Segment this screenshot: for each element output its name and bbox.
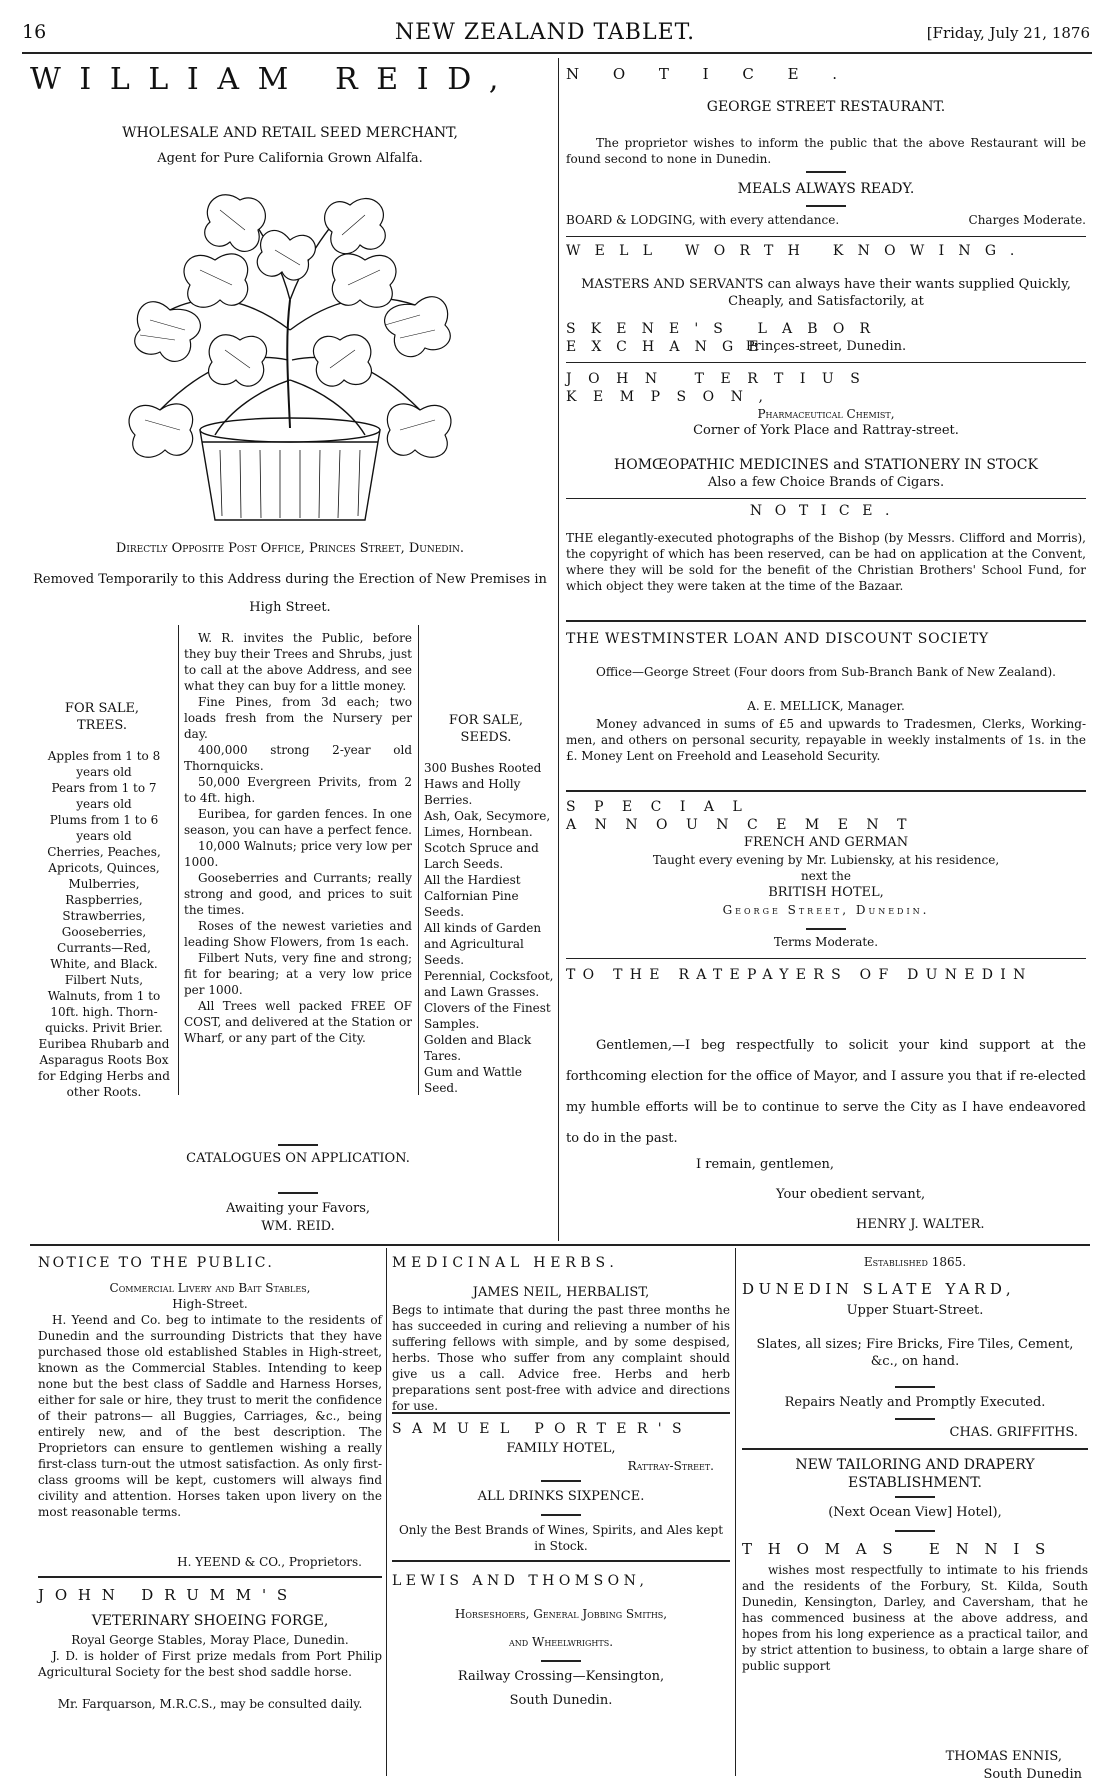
reid-headline: WILLIAM REID, [30, 62, 517, 97]
reid-signature: WM. REID. [261, 1219, 335, 1234]
reid-item-roses: Roses of the newest varieties and leading Show Flowers, from 1s each. [184, 919, 412, 949]
lewis-headline: LEWIS AND THOMSON, [392, 1573, 649, 1589]
porter-address: Rattray-Street. [627, 1459, 714, 1473]
slate-body: Slates, all sizes; Fire Bricks, Fire Tiles, Cement, &c., on hand. [756, 1337, 1074, 1369]
yeend-address: High-Street. [172, 1297, 248, 1311]
restaurant-rule-2 [806, 205, 846, 207]
neil-title: JAMES NEIL, HERBALIST, [472, 1285, 650, 1300]
special-headline: SPECIAL ANNOUNCEMENT [566, 799, 925, 833]
slate-address: Upper Stuart-Street. [846, 1303, 984, 1318]
reid-item-walnuts: 10,000 Walnuts; price very low per 1000. [184, 839, 412, 869]
restaurant-board: BOARD & LODGING, with every attendance. [566, 213, 840, 227]
skene-body: MASTERS AND SERVANTS can always have their wants supplied Quickly, Cheaply, and Satisfactorily, at [581, 277, 1071, 309]
yeend-body: H. Yeend and Co. beg to intimate to the residents of Dunedin and the surrounding Districts that they have purchased those old established Stables in High-street, known as the Commercial Stables. Intending to keep none but the best class of Saddle and Harness Horses, either for sale or hire, they trust to merit the confidence of their patrons— all Buggies, Carriages, &c., being entirely new, and of the best description. The Proprietors can ensure to gentlemen wishing a really first-class turn-out the utmost satisfaction. As only first-class grooms will be kept, customers will always find civility and attention. Horses taken upon livery on the most reasonable terms. [38, 1313, 382, 1519]
rule-ratepayers [566, 958, 1086, 959]
tailoring-sub: (Next Ocean View] Hotel), [828, 1505, 1002, 1520]
porter-rule-2 [541, 1514, 581, 1516]
restaurant-rule [806, 171, 846, 173]
ratepayers-body: Gentlemen,—I beg respectfully to solicit your kind support at the forthcoming election for the office of Mayor, and I assure you that if re-elected my humble efforts will be to continue to serve the City as I have endeavored to do in the past. [566, 1038, 1086, 1146]
reid-middle [184, 630, 412, 1046]
rule-kempson [566, 362, 1086, 363]
masthead-date: [Friday, July 21, 1876 [926, 24, 1090, 42]
restaurant-headline: NOTICE. [566, 65, 871, 83]
drumm-address: Royal George Stables, Moray Place, Dunedin. [71, 1633, 349, 1647]
kempson-address: Corner of York Place and Rattray-street. [693, 423, 959, 438]
reid-trees-list: Apples from 1 to 8 years old Pears from 1 to 7 years old Plums from 1 to 6 years old Cherries, Peaches, Apricots, Quinces, Mulberries, Raspberries, Strawberries, Gooseberries, Currants—Red, White, and Black. Filbert Nuts, Walnuts, from 1 to 10ft. high. Thorn-quicks. Privit Brier. Euribea Rhubarb and Asparagus Roots Box for Edging Herbs and other Roots. [38, 749, 170, 1099]
column-divider [558, 58, 559, 1241]
porter-headline: SAMUEL PORTER'S [392, 1421, 692, 1437]
bishop-body: THE elegantly-executed photographs of the Bishop (by Messrs. Clifford and Morris), the copyright of which has been reserved, can be had on application at the Convent, where they will be sold for the benefit of the Christian Brothers' School Fund, for which object they were taken at the time of the Bazaar. [566, 531, 1086, 593]
ratepayers-signature: HENRY J. WALTER. [856, 1217, 985, 1232]
ratepayers-headline: TO THE RATEPAYERS OF DUNEDIN [566, 967, 1033, 983]
special-terms: Terms Moderate. [773, 935, 879, 949]
kempson-sub: Also a few Choice Brands of Cigars. [707, 475, 945, 490]
slate-rule [895, 1386, 935, 1388]
reid-seeds-head: FOR SALE, SEEDS. [448, 713, 524, 745]
tailoring-signature: THOMAS ENNIS, [945, 1749, 1062, 1764]
rule-bishop [566, 498, 1086, 499]
tailoring-rule-2 [895, 1530, 935, 1532]
drumm-body: J. D. is holder of First prize medals from Port Philip Agricultural Society for the best shod saddle horse. [38, 1649, 382, 1679]
reid-catalogues: CATALOGUES ON APPLICATION. [186, 1151, 410, 1166]
porter-drinks: ALL DRINKS SIXPENCE. [477, 1489, 645, 1504]
tailoring-location: South Dunedin [983, 1767, 1082, 1782]
special-body: Taught every evening by Mr. Lubiensky, at his residence, [652, 853, 1000, 867]
ratepayers-obedient: Your obedient servant, [776, 1187, 926, 1202]
lewis-title2: and Wheelwrights. [508, 1635, 614, 1649]
reid-item-thornquicks: 400,000 strong 2-year old Thornquicks. [184, 743, 412, 773]
reid-rule [278, 1144, 318, 1146]
rule-special [566, 790, 1086, 792]
rule-westminster [566, 620, 1086, 622]
tailoring-rule [895, 1496, 935, 1498]
reid-col-divider-left [178, 625, 179, 1095]
lewis-address2: South Dunedin. [509, 1693, 613, 1708]
restaurant-charges: Charges Moderate. [968, 213, 1086, 227]
rule-skene [566, 236, 1086, 237]
drumm-title: VETERINARY SHOEING FORGE, [91, 1613, 329, 1629]
masthead-title: NEW ZEALAND TABLET. [394, 20, 696, 45]
slate-headline: DUNEDIN SLATE YARD, [742, 1280, 1016, 1298]
porter-rule [541, 1480, 581, 1482]
kempson-headline: JOHN TERTIUS KEMPSON, [566, 371, 877, 405]
reid-seeds-list: 300 Bushes Rooted Haws and Holly Berries. Ash, Oak, Secymore, Limes, Hornbean. Scotch Spruce and Larch Seeds. All the Hardiest Calfornian Pine Seeds. All kinds of Garden and Agricultural Seeds. Perennial, Cocksfoot, and Lawn Grasses. Clovers of the Finest Samples. Golden and Black Tares. Gum and Wattle Seed. [424, 761, 554, 1095]
reid-item-packed: All Trees well packed FREE OF COST, and delivered at the Station or Wharf, or any part of the City. [184, 999, 413, 1045]
westminster-body: Money advanced in sums of £5 and upwards to Tradesmen, Clerks, Working-men, and others on personal security, repayable in weekly instalments of 1s. in the £. Money Lent on Freehold and Leasehold Security. [566, 717, 1086, 763]
slate-signature: CHAS. GRIFFITHS. [949, 1425, 1078, 1440]
reid-trees-head: FOR SALE, TREES. [64, 701, 140, 733]
kempson-line: HOMŒOPATHIC MEDICINES and STATIONERY IN STOCK [614, 457, 1038, 473]
reid-item-gooseberries: Gooseberries and Currants; really strong and good, and prices to suit the times. [184, 871, 412, 917]
special-next: next the [801, 869, 851, 883]
drumm-body2: Mr. Farquarson, M.R.C.S., may be consulted daily. [57, 1697, 363, 1711]
reid-item-pines: Fine Pines, from 3d each; two loads fresh from the Nursery per day. [184, 695, 412, 741]
neil-headline: MEDICINAL HERBS. [392, 1255, 619, 1271]
rule-lewis [392, 1560, 730, 1562]
westminster-manager: A. E. MELLICK, Manager. [747, 699, 905, 713]
reid-item-privits: 50,000 Evergreen Privits, from 2 to 4ft. high. [184, 775, 412, 805]
bishop-headline: NOTICE. [749, 503, 903, 519]
reid-removed: Removed Temporarily to this Address during the Erection of New Premises in High Street. [33, 572, 547, 615]
slate-rule-2 [895, 1418, 935, 1420]
reid-middle-intro: W. R. invites the Public, before they buy their Trees and Shrubs, just to call at the above Address, and see what they can buy for a little money. [184, 631, 412, 693]
rule-drumm [38, 1576, 382, 1578]
reid-col-divider-right [418, 625, 419, 1095]
yeend-headline: NOTICE TO THE PUBLIC. [38, 1255, 275, 1271]
special-hotel: BRITISH HOTEL, [768, 885, 884, 900]
porter-title: FAMILY HOTEL, [506, 1441, 616, 1456]
tailoring-name: THOMAS ENNIS [742, 1540, 1062, 1558]
slate-established: Established 1865. [863, 1255, 967, 1269]
special-title: FRENCH AND GERMAN [743, 835, 909, 850]
special-rule [806, 928, 846, 930]
lower-section-rule [30, 1244, 1090, 1246]
yeend-signature: H. YEEND & CO., Proprietors. [177, 1555, 362, 1569]
reid-item-filbert: Filbert Nuts, very fine and strong; fit for bearing; at a very low price per 1000. [184, 951, 412, 997]
skene-headline: WELL WORTH KNOWING. [566, 243, 1029, 259]
reid-title: WHOLESALE AND RETAIL SEED MERCHANT, [122, 125, 458, 141]
restaurant-title: GEORGE STREET RESTAURANT. [706, 99, 946, 115]
neil-body: Begs to intimate that during the past three months he has succeeded in curing and relieving a number of his suffering fellows with simple, and by some despised, herbs. Those who suffer from any complaint should give us a call. Advice free. Herbs and herb preparations sent post-free with advice and directions for use. [392, 1303, 730, 1413]
slate-repairs: Repairs Neatly and Promptly Executed. [784, 1395, 1046, 1410]
lower-divider-2 [735, 1248, 736, 1776]
special-address: George Street, Dunedin. [722, 903, 930, 917]
westminster-headline: THE WESTMINSTER LOAN AND DISCOUNT SOCIETY [566, 631, 989, 647]
reid-location [30, 540, 550, 557]
drumm-headline: JOHN DRUMM'S [38, 1586, 298, 1604]
tailoring-body: wishes most respectfully to intimate to his friends and the residents of the Forbury, St. Kilda, South Dunedin, Kensington, Darley, and Caversham, that he has commenced business at the above address, and hopes from his long experience as a practical tailor, and by strict attention to business, to obtain a large share of public support [742, 1563, 1088, 1673]
reid-agent: Agent for Pure California Grown Alfalfa. [157, 151, 423, 166]
lower-divider-1 [386, 1248, 387, 1776]
skene-address: Princes-street, Dunedin. [745, 339, 907, 354]
reid-location-text: Directly Opposite Post Office, Princes Street, Dunedin. [115, 541, 465, 556]
lewis-title: Horseshoers, General Jobbing Smiths, [454, 1607, 668, 1621]
rule-porter [392, 1412, 730, 1414]
rule-tailoring [742, 1448, 1088, 1450]
potted-plant-illustration [120, 180, 460, 530]
kempson-title: Pharmaceutical Chemist, [757, 407, 895, 421]
ratepayers-remain: I remain, gentlemen, [696, 1157, 835, 1172]
restaurant-meals: MEALS ALWAYS READY. [737, 181, 915, 197]
masthead-rule [22, 52, 1092, 54]
tailoring-headline: NEW TAILORING AND DRAPERY ESTABLISHMENT. [795, 1457, 1035, 1491]
reid-item-euribea: Euribea, for garden fences. In one season, you can have a perfect fence. [184, 807, 412, 837]
porter-body: Only the Best Brands of Wines, Spirits, and Ales kept in Stock. [398, 1523, 724, 1553]
skene-name: SKENE'S LABOR EXCHANGE, [566, 321, 886, 355]
reid-awaiting: Awaiting your Favors, [225, 1201, 370, 1216]
restaurant-body: The proprietor wishes to inform the public that the above Restaurant will be found second to none in Dunedin. [566, 136, 1086, 166]
reid-rule-2 [278, 1192, 318, 1194]
lewis-rule [541, 1660, 581, 1662]
lewis-address: Railway Crossing—Kensington, [457, 1669, 665, 1684]
westminster-office: Office—George Street (Four doors from Sub-Branch Bank of New Zealand). [595, 665, 1056, 679]
page-number: 16 [22, 21, 47, 43]
yeend-title: Commercial Livery and Bait Stables, [109, 1281, 311, 1295]
